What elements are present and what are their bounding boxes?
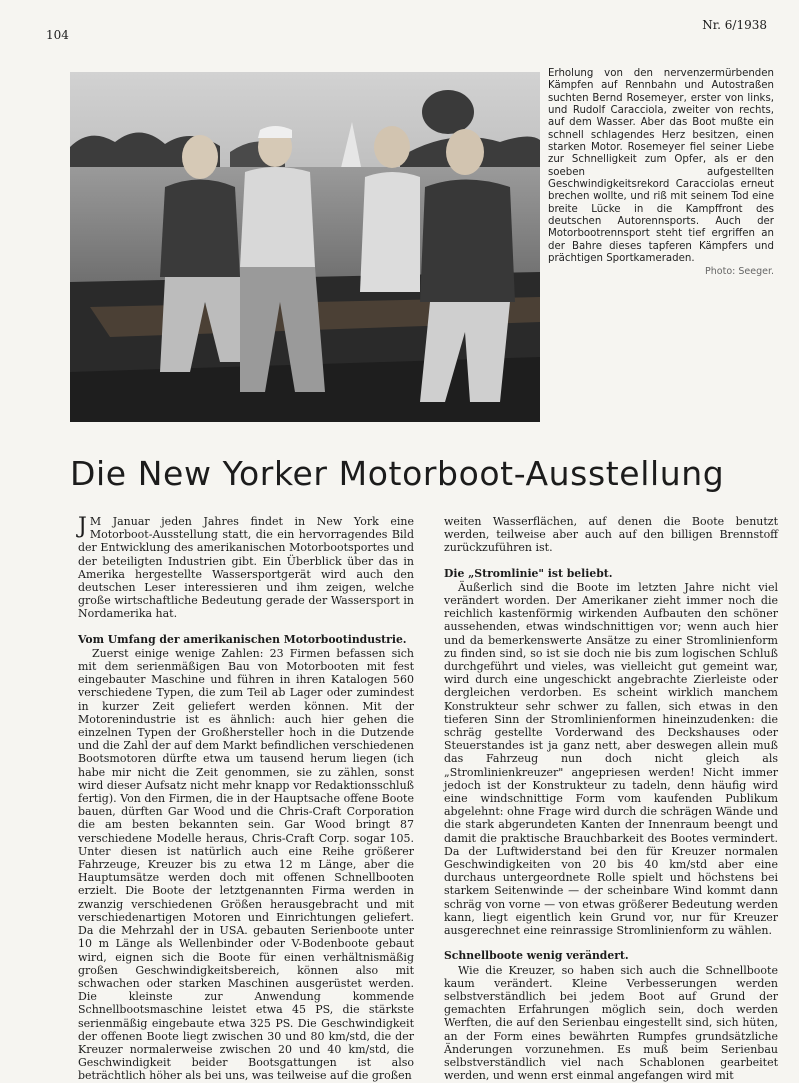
right-column: [444, 515, 778, 1082]
photo-credit: Photo: Seeger.: [705, 265, 774, 277]
left-column: [78, 515, 414, 1083]
section-heading-speedboats: Schnellboote wenig verändert.: [444, 949, 629, 963]
section-heading-streamline: Die „Stromlinie" ist beliebt.: [444, 566, 613, 580]
section-text-industry: Zuerst einige wenige Zahlen: 23 Firmen befassen sich mit dem serienmäßigen Bau von Motorbooten mit fest eingebauter Maschine und führen in ihren Katalogen 560 verschiedene Typen, die zum Teil ab Lager oder zumindest in kurzer Zeit geliefert werden können. Mit der Motorenindustrie ist es ähnlich: auch hier gehen die einzelnen Typen der Großhersteller hoch in die Dutzende und die Zahl der auf dem Markt befindlichen verschiedenen Bootsmotoren dürfte etwa um tausend herum liegen (ich habe mir nicht die Zeit genommen, sie zu zählen, sonst wird dieser Aufsatz nicht mehr knapp vor Redaktionsschluß fertig). Von den Firmen, die in der Hauptsache offene Boote bauen, dürften Gar Wood und die Chris-Craft Corporation die am besten bekannten sein. Gar Wood bringt 87 verschiedene Modelle heraus, Chris-Craft Corp. sogar 105. Unter diesen ist natürlich auch eine Reihe größerer Fahrzeuge, Kreuzer bis zu etwa 12 m Länge, aber die Hauptumsätze werden doch mit offenen Schnellbooten erzielt. Die Boote der letztgenannten Firma werden in zwanzig verschiedenen Größen herausgebracht und mit verschiedenartigen Motoren und Einrichtungen geliefert. Da die Mehrzahl der in USA. gebauten Serienboote unter 10 m Länge als Wellenbinder oder V-Bodenboote gebaut wird, eignen sich die Boote für einen verhältnismäßig großen Geschwindigkeitsbereich, können also mit schwachen oder starken Maschinen ausgerüstet werden. Die kleinste zur Anwendung kommende Schnellbootsmaschine leistet etwa 45 PS, die stärkste serienmäßig eingebaute etwa 325 PS. Die Geschwindigkeit der offenen Boote liegt zwischen 30 und 80 km/std, die der Kreuzer normalerweise zwischen 20 und 40 km/std, die Geschwindigkeit beider Bootsgattungen ist also beträchtlich höher als bei uns, was teilweise auf die großen: [78, 646, 414, 1083]
continuation-paragraph: weiten Wasserflächen, auf denen die Boote benutzt werden, teilweise aber auch auf den billigen Brennstoff zurückzuführen ist.: [444, 515, 778, 555]
section-text-streamline: Äußerlich sind die Boote im letzten Jahre nicht viel verändert worden. Der Amerikaner zieht immer noch die reichlich kastenförmig wirkenden Aufbauten den schöner aussehenden, etwas windschnittigen vor; wenn auch hier und da bemerkenswerte Ansätze zu einer Stromlinienform zu finden sind, so ist sie doch nie bis zum logischen Schluß durchgeführt und vieles, was vielleicht gut gemeint war, wird durch eine ungeschickt angebrachte Zierleiste oder dergleichen verdorben. Es scheint wirklich manchem Konstrukteur sehr schwer zu fallen, sich etwas in den tieferen Sinn der Stromlinienformen hineinzudenken: die schräg gestellte Vorderwand des Deckshauses oder Steuerstandes ist ja ganz nett, aber deswegen allein muß das Fahrzeug nun doch nicht gleich als „Stromlinienkreuzer" angepriesen werden! Nicht immer jedoch ist der Konstrukteur zu tadeln, denn häufig wird eine windschnittige Form vom kaufenden Publikum abgelehnt: ohne Frage wird durch die schrägen Wände und die stark abgerundeten Kanten der Innenraum beengt und damit die praktische Brauchbarkeit des Bootes vermindert. Da der Luftwiderstand bei den für Kreuzer normalen Geschwindigkeiten von 20 bis 40 km/std aber eine durchaus untergeordnete Rolle spielt und höchstens bei starkem Seitenwinde — der scheinbare Wind kommt dann schräg von vorne — von etwas größerer Bedeutung werden kann, liegt eigentlich kein Grund vor, nur für Kreuzer ausgerechnet eine reinrassige Stromlinienform zu wählen.: [444, 580, 778, 938]
intro-paragraph: [78, 515, 414, 621]
section-heading-industry: Vom Umfang der amerikanischen Motorbootindustrie.: [78, 632, 407, 646]
intro-text: M Januar jeden Jahres findet in New York eine Motorboot-Ausstellung statt, die ein hervorragendes Bild der Entwicklung des amerikanischen Motorbootsportes und der beteiligten Industrien gibt. Ein Überblick über das in Amerika hergestellte Wassersportgerät wird auch den deutschen Leser interessieren und ihm zeigen, welche große wirtschaftliche Bedeutung gerade der Wassersport in Nordamerika hat.: [78, 515, 414, 621]
page-number: 104: [46, 28, 69, 42]
section-text-speedboats: Wie die Kreuzer, so haben sich auch die Schnellboote kaum verändert. Kleine Verbesserungen werden selbstverständlich bei jedem Boot auf Grund der gemachten Erfahrungen möglich sein, doch werden Werften, die auf den Serienbau eingestellt sind, sich hüten, an der Form eines bewährten Rumpfes grundsätzliche Änderungen vorzunehmen. Es muß beim Serienbau selbstverständlich viel nach Schablonen gearbeitet werden, und wenn erst einmal angefangen wird mit: [444, 963, 778, 1083]
photo-caption: [548, 68, 774, 278]
issue-number: Nr. 6/1938: [702, 18, 767, 32]
drop-cap: J: [78, 514, 87, 539]
caption-text: Erholung von den nervenzermürbenden Kämpfen auf Rennbahn und Autostraßen suchten Bernd Rosemeyer, erster von links, und Rudolf Caracciola, zweiter von rechts, auf dem Wasser. Aber das Boot mußte ein schnell schlagendes Herz besitzen, einen starken Motor. Rosemeyer fiel seiner Liebe zur Schnelligkeit zum Opfer, als er den soeben aufgestellten Geschwindigkeitsrekord Caracciolas erneut brechen wollte, und riß mit seinem Tod eine breite Lücke in die Kampffront des deutschen Autorennsports. Auch der Motorbootrennsport steht tief ergriffen an der Bahre dieses tapferen Kämpfers und prächtigen Sportkameraden.: [548, 68, 774, 265]
article-title: Die New Yorker Motorboot-Ausstellung: [70, 454, 725, 493]
article-photo: [70, 72, 540, 422]
